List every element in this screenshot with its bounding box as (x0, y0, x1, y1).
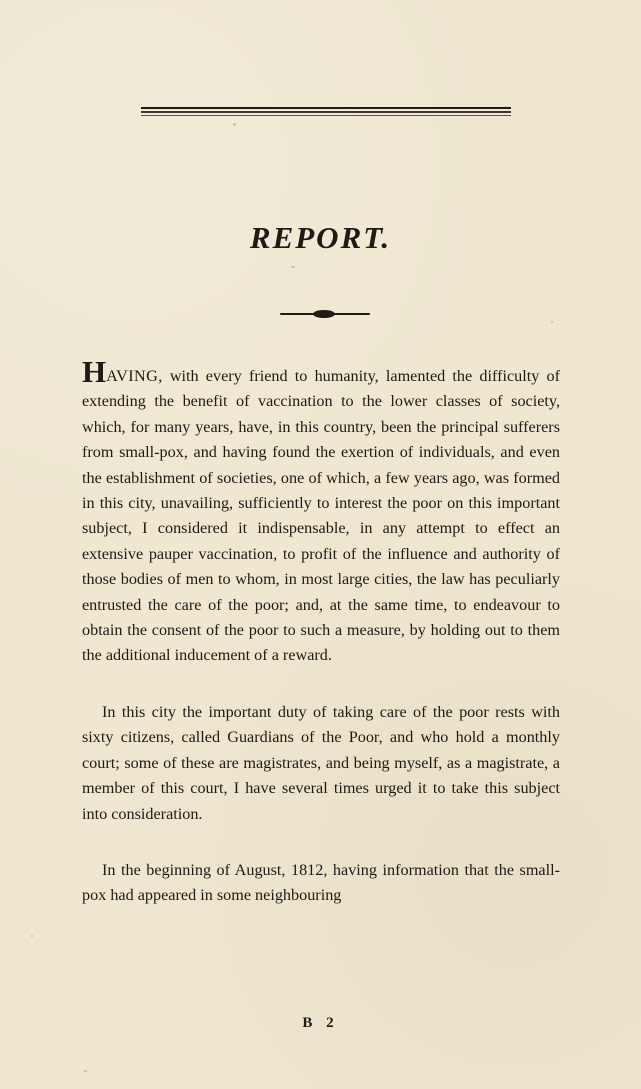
title-ornament (280, 309, 370, 319)
ornament-center (313, 310, 335, 318)
paragraph-1 (82, 356, 560, 669)
paper-speck (551, 321, 553, 323)
top-rule-line (141, 111, 511, 113)
paragraph-1-text: with every friend to humanity, lamented the difficulty of extending the benefit of vaccination to the lower classes of society, which, for many years, have, in this country, been the principal sufferers from small-pox, and having found the exertion of individuals, and even the establishment of societies, one of which, a few years ago, was formed in this city, unavailing, sufficiently to interest the poor on this important subject, I considered it indispensable, in any attempt to effect an extensive pauper vaccination, to profit of the influence and authority of those bodies of men to whom, in most large cities, the law has peculiarly entrusted the care of the poor; and, at the same time, to endeavour to obtain the consent of the poor to such a measure, by holding out to them the additional inducement of a reward. (82, 367, 560, 665)
opening-word-rest: AVING, (106, 367, 163, 385)
paragraph-3: In the beginning of August, 1812, having information that the small-pox had appeared in some neighbouring (82, 860, 560, 905)
top-rule (141, 107, 511, 116)
paper-speck (505, 106, 507, 108)
paper-speck (31, 935, 33, 937)
paragraph-1-opening (82, 354, 170, 389)
report-body (82, 356, 560, 909)
paragraph-2: In this city the important duty of taking care of the poor rests with sixty citizens, called Guardians of the Poor, and who hold a monthly court; some of these are magistrates, and being myself, as a magistrate, a member of this court, I have several times urged it to take this subject into consideration. (82, 702, 560, 823)
signature-mark: B 2 (302, 1015, 339, 1031)
page-title: REPORT. (249, 220, 392, 255)
paper-speck (84, 1070, 87, 1072)
paper-speck (291, 266, 295, 268)
paper-speck (233, 123, 236, 126)
drop-cap: H (82, 354, 107, 389)
top-rule-line (141, 107, 511, 109)
top-rule-line (141, 115, 511, 116)
